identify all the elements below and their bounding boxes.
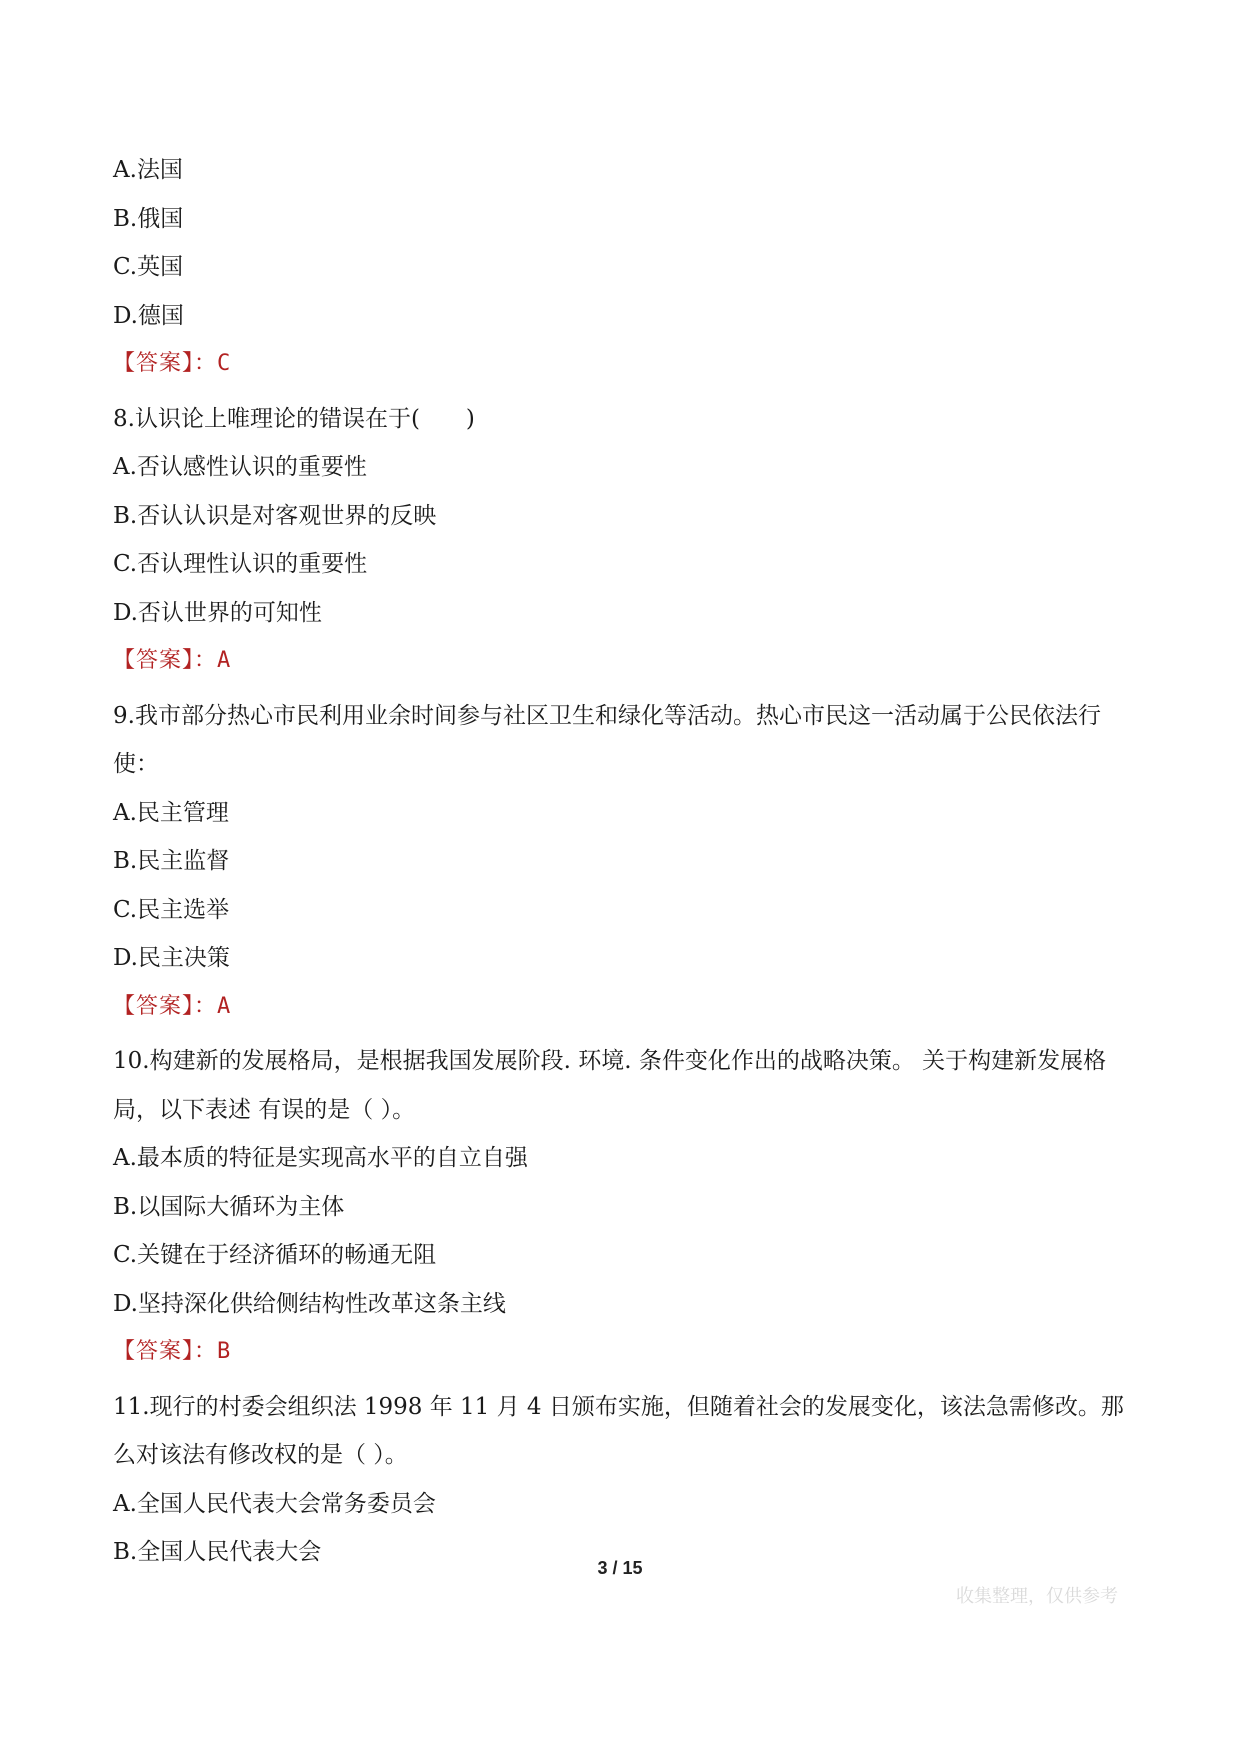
option-text: C.否认理性认识的重要性 (113, 551, 368, 577)
option-text: A.全国人民代表大会常务委员会 (113, 1490, 436, 1517)
option-text: C.民主选举 (113, 896, 230, 923)
question-block (113, 1383, 1143, 1480)
question-list (113, 146, 1143, 1577)
option-text: A.民主管理 (113, 799, 229, 826)
option-text: A.法国 (113, 157, 183, 183)
answer-line (113, 983, 1143, 1032)
answer-line (113, 637, 1143, 686)
watermark: 收集整理，仅供参考 (956, 1586, 1118, 1607)
question-block (113, 1037, 1143, 1134)
answer-line (113, 340, 1143, 389)
answer-value: A (217, 648, 232, 673)
question-block (113, 395, 1143, 444)
page-number: 3 / 15 (597, 1558, 643, 1578)
option-text: A.否认感性认识的重要性 (113, 454, 367, 480)
answer-label: 【答案】： (113, 648, 218, 673)
option-text: C.关键在于经济循环的畅通无阻 (113, 1242, 437, 1268)
question-block (113, 692, 1143, 789)
question-text: 9.我市部分热心市民利用业余时间参与社区卫生和绿化等活动。热心市民这一活动属于公民依法行使： (113, 702, 1101, 777)
question-text: 11.现行的村委会组织法 1998 年 11 月 4 日颁布实施，但随着社会的发展变化，该法急需修改。那么对该法有修改权的是（ ）。 (113, 1393, 1124, 1468)
answer-line (113, 1328, 1143, 1377)
option-text: A.最本质的特征是实现高水平的自立自强 (113, 1145, 528, 1171)
option-text: B.俄国 (113, 205, 184, 232)
answer-label: 【答案】： (113, 351, 218, 376)
question-text: 10.构建新的发展格局，是根据我国发展阶段. 环境. 条件变化作出的战略决策。 关于构建新发展格局，以下表述 有误的是（ ）。 (113, 1048, 1107, 1123)
option-text: D.民主决策 (113, 945, 230, 971)
option-text: B.民主监督 (113, 848, 230, 874)
option-text: C.英国 (113, 254, 184, 280)
option-text: B.以国际大循环为主体 (113, 1193, 345, 1220)
option-text: D.德国 (113, 302, 184, 329)
answer-label: 【答案】： (113, 993, 218, 1019)
option-text: B.全国人民代表大会 (113, 1539, 322, 1565)
answer-label: 【答案】： (113, 1339, 218, 1364)
option-text: D.坚持深化供给侧结构性改革这条主线 (113, 1290, 506, 1317)
answer-value: C (217, 351, 232, 376)
answer-value: B (217, 1339, 232, 1364)
option-text: B.否认认识是对客观世界的反映 (113, 502, 437, 529)
question-text: 8.认识论上唯理论的错误在于( ) (113, 405, 475, 432)
option-text: D.否认世界的可知性 (113, 599, 322, 626)
answer-value: A (217, 993, 232, 1019)
